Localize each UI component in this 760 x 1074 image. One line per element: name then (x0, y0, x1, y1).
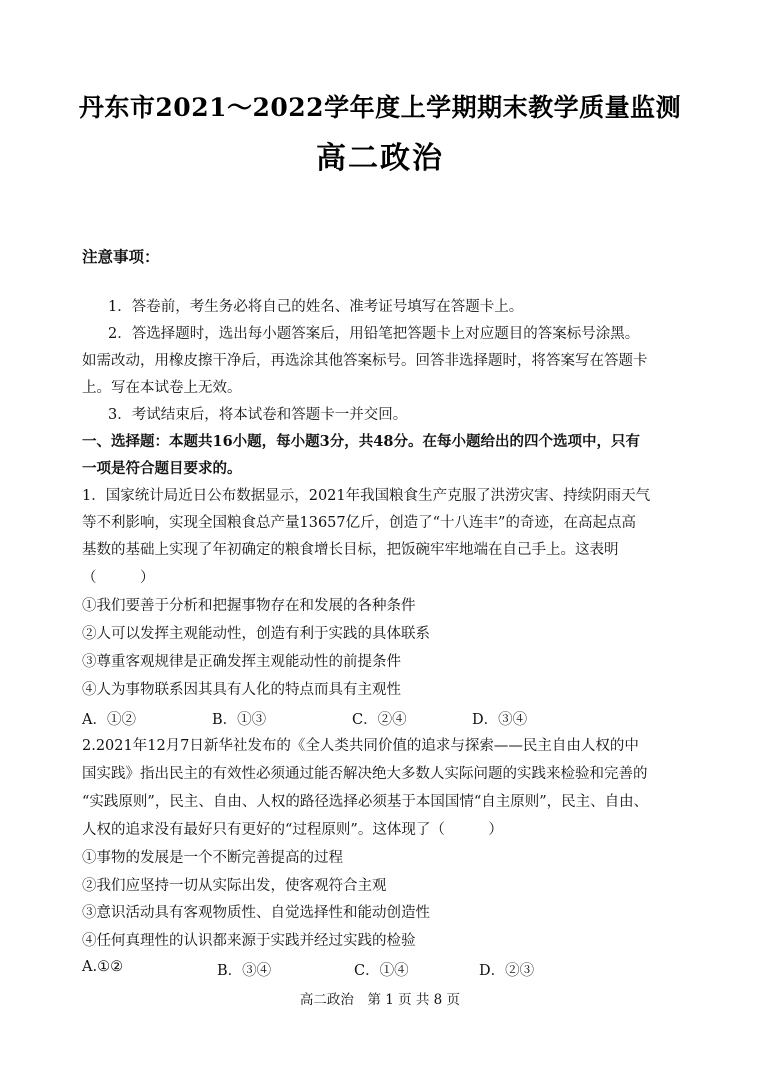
option-c: C．②④ (352, 712, 407, 728)
page-footer: 高二政治 第 1 页 共 8 页 (299, 992, 461, 1008)
question-2-statement: ①事物的发展是一个不断完善提高的过程 (82, 850, 343, 866)
notice-line: 上。写在本试卷上无效。 (82, 380, 242, 396)
question-2-stem: 国实践》指出民主的有效性必须通过能否解决绝大多数人实际问题的实践来检验和完善的 (82, 766, 648, 782)
question-1-blank: （ ） (82, 570, 155, 586)
exam-title: 丹东市2021～2022学年度上学期期末教学质量监测 (78, 93, 682, 122)
question-1-options (82, 708, 682, 728)
option-b: B．①③ (212, 712, 267, 728)
option-d: D．②③ (479, 963, 535, 979)
notice-heading: 注意事项： (82, 247, 160, 266)
notice-line: 如需改动，用橡皮擦干净后，再选涂其他答案标号。回答非选择题时，将答案写在答题卡 (82, 353, 648, 369)
option-a: A．①② (82, 712, 136, 728)
question-1-statement: ②人可以发挥主观能动性，创造有利于实践的具体联系 (82, 626, 430, 642)
notice-line: 3．考试结束后，将本试卷和答题卡一并交回。 (108, 407, 408, 423)
option-c: C．①④ (354, 963, 409, 979)
notice-line: 2．答选择题时，选出每小题答案后，用铅笔把答题卡上对应题目的答案标号涂黑。 (108, 326, 640, 342)
option-d: D．③④ (472, 712, 528, 728)
question-1-statement: ④人为事物联系因其具有人化的特点而具有主观性 (82, 682, 401, 698)
question-1-statement: ①我们要善于分析和把握事物存在和发展的各种条件 (82, 598, 416, 614)
question-2-statement: ④任何真理性的认识都来源于实践并经过实践的检验 (82, 933, 416, 949)
question-1-stem: 基数的基础上实现了年初确定的粮食增长目标，把饭碗牢牢地端在自己手上。这表明 (82, 542, 619, 558)
question-2-options (82, 959, 682, 979)
question-2-statement: ②我们应坚持一切从实际出发，使客观符合主观 (82, 878, 387, 894)
question-1-stem: 等不利影响，实现全国粮食总产量13657亿斤，创造了“十八连丰”的奇迹，在高起点高 (82, 515, 636, 531)
question-2-stem: “实践原则”，民主、自由、人权的路径选择必须基于本国国情“自主原则”，民主、自由、 (82, 794, 649, 810)
question-2-stem: 2.2021年12月7日新华社发布的《全人类共同价值的追求与探索——民主自由人权的中 (82, 738, 639, 754)
question-1-statement: ③尊重客观规律是正确发挥主观能动性的前提条件 (82, 654, 401, 670)
option-b: B．③④ (217, 963, 272, 979)
option-a: A.①② (82, 959, 124, 975)
question-2-stem: 人权的追求没有最好只有更好的“过程原则”。这体现了（ ） (82, 822, 503, 838)
question-1-stem: 1．国家统计局近日公布数据显示，2021年我国粮食生产克服了洪涝灾害、持续阴雨天气 (82, 488, 651, 504)
question-2-statement: ③意识活动具有客观物质性、自觉选择性和能动创造性 (82, 905, 430, 921)
exam-subject: 高二政治 (316, 141, 444, 176)
section-heading: 一项是符合题目要求的。 (82, 460, 242, 477)
section-heading: 一、选择题：本题共16小题，每小题3分，共48分。在每小题给出的四个选项中，只有 (82, 433, 640, 450)
notice-line: 1．答卷前，考生务必将自己的姓名、准考证号填写在答题卡上。 (108, 299, 524, 315)
